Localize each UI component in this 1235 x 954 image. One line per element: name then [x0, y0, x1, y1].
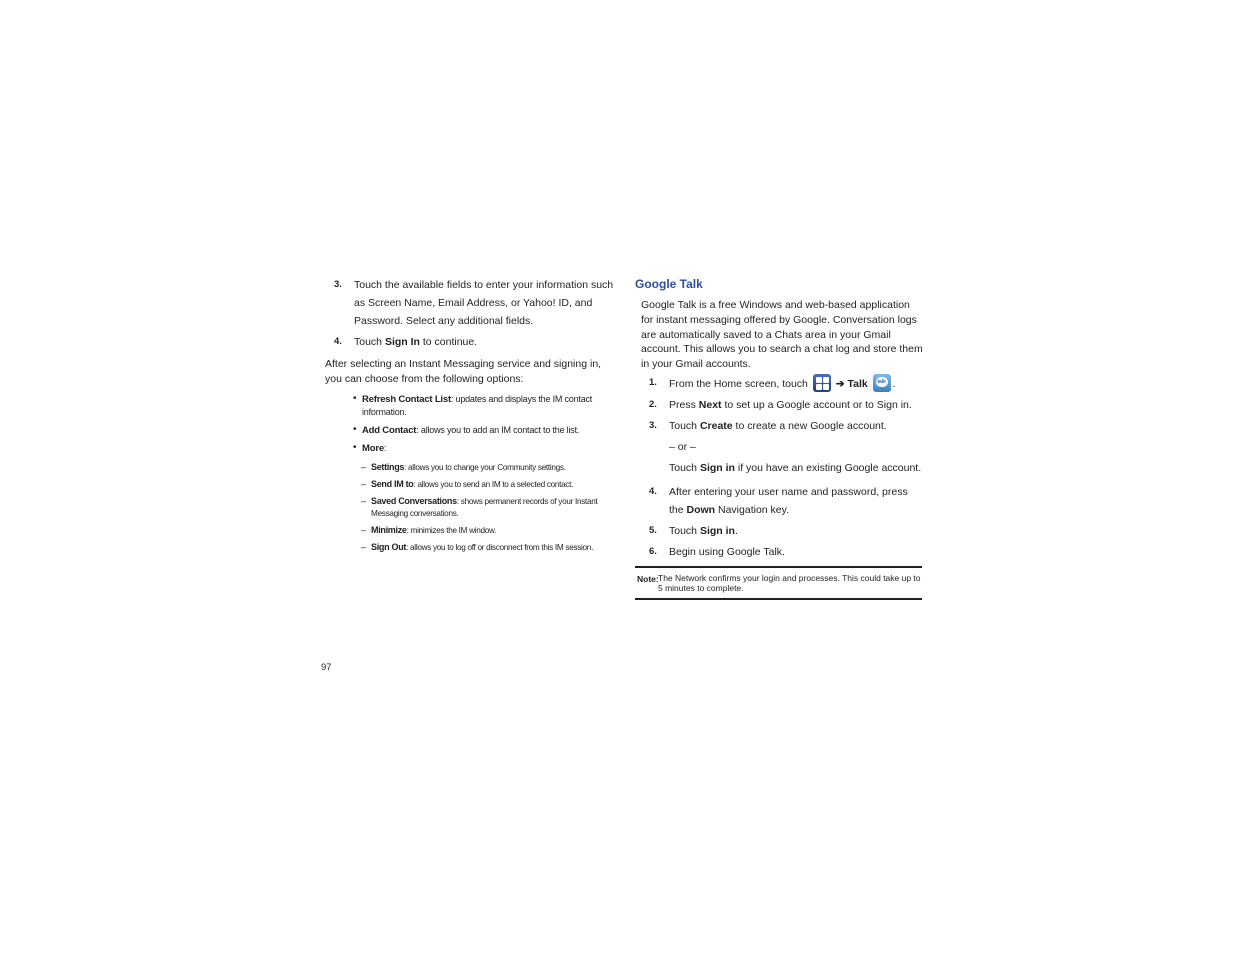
bold-term: Create	[699, 419, 733, 432]
talk-icon-label: talk	[877, 378, 886, 385]
step-number: 6.	[649, 545, 657, 557]
bullet-glyph: •	[353, 392, 357, 404]
option-label: Saved Conversations	[371, 495, 457, 506]
text-run: Press	[669, 398, 699, 411]
option-description: : minimizes the IM window.	[406, 526, 497, 536]
text-run: Navigation key.	[715, 503, 790, 516]
dash-glyph: –	[361, 461, 366, 472]
step-text	[354, 336, 477, 348]
step-5	[635, 522, 923, 540]
list-item	[325, 424, 615, 438]
step-6	[635, 543, 923, 561]
option-description: :	[383, 443, 387, 454]
step-number: 1.	[649, 376, 657, 388]
text-run: .	[734, 524, 738, 537]
options-list	[325, 393, 615, 456]
text-run: to create a new Google account.	[732, 419, 887, 432]
dash-glyph: –	[361, 542, 366, 553]
step-3-alternative	[635, 459, 923, 477]
step-text: Begin using Google Talk.	[669, 545, 785, 558]
step-number: 4.	[649, 485, 657, 497]
step-number: 2.	[649, 398, 657, 410]
option-description: : shows permanent records of your Instant Messaging conversations.	[371, 496, 598, 519]
option-label: Minimize	[371, 525, 407, 536]
right-column	[635, 276, 923, 564]
note-label: Note:	[637, 574, 659, 584]
option-description: : allows you to add an IM contact to the list.	[416, 424, 580, 435]
bold-term: Next	[698, 398, 722, 411]
text-run: From the Home screen, touch	[669, 377, 808, 390]
left-column	[325, 276, 615, 558]
options-intro: After selecting an Instant Messaging service and signing in, you can choose from the following options:	[325, 358, 602, 385]
list-item	[325, 442, 615, 456]
list-item	[325, 541, 615, 555]
list-item	[325, 524, 615, 538]
step-3	[325, 276, 615, 330]
bold-term: Sign In	[384, 336, 420, 348]
text-run: if you have an existing Google account.	[734, 461, 922, 474]
text-run: to continue.	[419, 336, 478, 348]
step-3	[635, 417, 923, 435]
bold-term: Down	[686, 503, 716, 516]
option-description: : allows you to change your Community settings.	[404, 462, 566, 472]
bullet-glyph: •	[353, 442, 357, 454]
apps-icon	[813, 374, 831, 392]
option-description: : allows you to send an IM to a selected contact.	[413, 479, 574, 489]
step-number: 3.	[334, 279, 342, 290]
option-label: Settings	[371, 461, 405, 472]
option-description: : allows you to log off or disconnect from this IM session.	[406, 543, 594, 553]
step-number: 5.	[649, 524, 657, 536]
page-number: 97	[321, 662, 332, 673]
or-separator: – or –	[669, 440, 696, 453]
bold-term: Talk	[847, 377, 868, 390]
dash-glyph: –	[361, 495, 366, 506]
step-number: 4.	[334, 336, 342, 347]
talk-icon	[873, 374, 891, 392]
list-item	[325, 461, 615, 475]
arrow-glyph: ➔	[835, 377, 845, 390]
step-text: Touch the available fields to enter your information such as Screen Name, Email Address, or Yahoo! ID, and Password. Select any additional fields.	[354, 279, 614, 327]
option-label: More	[362, 443, 384, 455]
bold-term: Sign in	[699, 524, 735, 537]
dash-glyph: –	[361, 478, 366, 489]
option-label: Sign Out	[371, 542, 407, 553]
option-label: Add Contact	[362, 424, 417, 436]
option-label: Send IM to	[371, 478, 414, 489]
step-4	[635, 483, 923, 519]
bold-term: Sign in	[699, 461, 735, 474]
text-run: Touch	[669, 524, 700, 537]
section-title: Google Talk	[635, 277, 703, 291]
dash-glyph: –	[361, 525, 366, 536]
text-run: After entering your user name and password, press the	[669, 485, 908, 516]
step-2	[635, 396, 923, 414]
list-item	[325, 495, 615, 521]
text-run: Touch	[669, 461, 700, 474]
note-box	[635, 566, 922, 600]
text-run: Touch	[669, 419, 700, 432]
bullet-glyph: •	[353, 423, 357, 435]
text-run: Touch	[354, 336, 385, 348]
note-text: The Network confirms your login and processes. This could take up to 5 minutes to complete.	[658, 573, 921, 593]
section-intro: Google Talk is a free Windows and web-based application for instant messaging offered by Google. Conversation logs are automatically saved to a Chats area in your Gmail account. This allows you to search a chat log and store them in your Gmail accounts.	[641, 299, 923, 371]
step-number: 3.	[649, 419, 657, 431]
step-4	[325, 333, 615, 351]
list-item	[325, 393, 615, 419]
more-options-list	[325, 461, 615, 555]
text-run: .	[892, 377, 896, 390]
step-1	[635, 374, 923, 393]
option-label: Refresh Contact List	[362, 393, 451, 405]
list-item	[325, 478, 615, 492]
text-run: to set up a Google account or to Sign in.	[721, 398, 912, 411]
option-description: : updates and displays the IM contact information.	[362, 393, 593, 418]
